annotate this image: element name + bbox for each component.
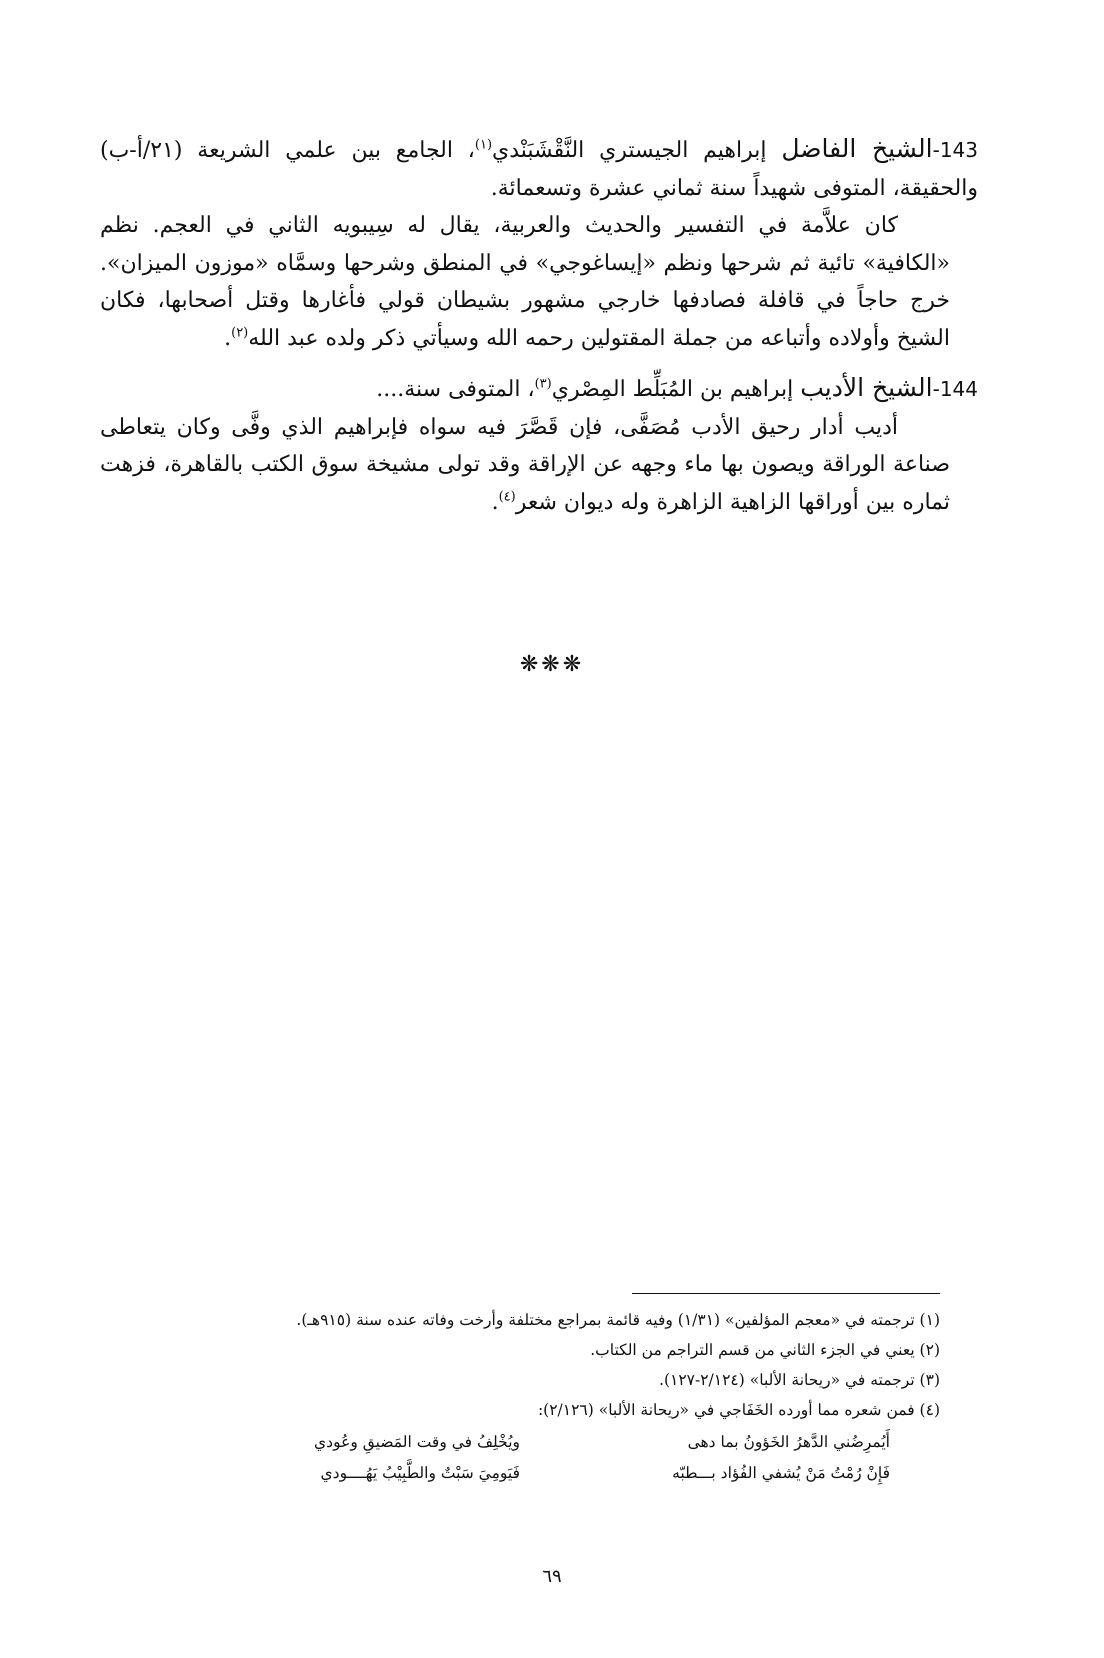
- entry-body: [100, 409, 950, 522]
- entry-paragraph: [100, 409, 950, 522]
- verse-first-hemistich: أَيُمرِضُني الدَّهرُ الخَؤونُ بما دهى: [687, 1433, 890, 1451]
- entry-143: [100, 130, 978, 357]
- paragraph-end: .: [224, 325, 232, 351]
- entry-number: 143-: [932, 138, 979, 162]
- entry-heading: [100, 369, 978, 409]
- entry-name: الشيخ الفاضل: [781, 134, 933, 163]
- footnotes: [190, 1305, 940, 1489]
- verse-second-hemistich: ويُخْلِفُ في وقت المَضيقِ وعُودي: [314, 1433, 520, 1451]
- section-separator-ornament: ❋❋❋: [519, 652, 585, 677]
- paragraph-text: كان علاَّمة في التفسير والحديث والعربية، يقال له سِيبويه الثاني في العجم. نظم «الكافية» تائية ثم شرحها ونظم «إيساغوجي» في المنطق وشرحها وسمَّاه «موزون الميزان». خرج حاجاً في قافلة فصادفها خارجي مشهور بشيطان قولي فأغارها وقتل أصحابها، فكان الشيخ وأولاده وأتباعه من جملة المقتولين رحمه الله وسيأتي ذكر ولده عبد الله: [100, 213, 950, 351]
- entry-heading-tail: ، الجامع بين علمي الشريعة (٢١/أ-ب) والحقيقة، المتوفى شهيداً سنة ثماني عشرة وتسعمائة.: [100, 138, 978, 201]
- footnote-ref: (٣): [534, 376, 552, 392]
- verse-second-hemistich: فَيَومِيَ سَبْتٌ والطَّبِيْبُ يَهُــــودي: [320, 1464, 520, 1482]
- poem-verses: [190, 1427, 940, 1489]
- verse-line: [190, 1427, 940, 1458]
- paragraph-text: أديب أدار رحيق الأدب مُصَفَّى، فإن قَصَّرَ فيه سواه فإبراهيم الذي وفَّى وكان يتعاطى صناعة الوراقة ويصون بها ماء وجهه عن الإراقة وقد تولى مشيخة سوق الكتب بالقاهرة، فزهت ثماره بين أوراقها الزاهية الزاهرة وله ديوان شعر: [100, 414, 950, 515]
- entry-heading-text: إبراهيم الجيستري النَّقْشَبَنْدي: [492, 138, 782, 163]
- footnote-ref: (٢): [231, 325, 249, 341]
- footnote-divider: [632, 1293, 940, 1294]
- entry-144: [100, 369, 978, 521]
- entry-number: 144-: [932, 377, 978, 401]
- verse-line: [190, 1458, 940, 1489]
- entry-body: [100, 207, 950, 357]
- entry-name: الشيخ الأديب: [800, 373, 933, 402]
- entry-heading-tail: ، المتوفى سنة....: [376, 377, 535, 402]
- footnote-ref: (٤): [498, 489, 516, 505]
- footnote-2: (٢) يعني في الجزء الثاني من قسم التراجم من الكتاب.: [590, 1341, 940, 1359]
- entry-heading: [100, 130, 978, 207]
- entry-paragraph: [100, 207, 950, 357]
- footnote-3: (٣) ترجمته في «ريحانة الألبا» (٢/١٢٤-١٢٧).: [659, 1371, 940, 1389]
- footnote-4: (٤) فمن شعره مما أورده الخَفَاجي في «ريحانة الألبا» (٢/١٢٦):: [537, 1401, 940, 1419]
- footnote-1: (١) ترجمته في «معجم المؤلفين» (١/٣١) وفيه قائمة بمراجع مختلفة وأرخت وفاته عنده سنة (٩١٥هـ).: [296, 1311, 940, 1329]
- verse-first-hemistich: فَإِنْ رُمْتُ مَنْ يُشفي الفُؤاد بـــطبّه: [672, 1464, 890, 1482]
- paragraph-end: .: [491, 489, 499, 515]
- page-number: ٦٩: [542, 1566, 562, 1587]
- main-text: [100, 130, 978, 533]
- entry-heading-text: إبراهيم بن المُبَلِّط المِصْري: [551, 377, 801, 402]
- footnote-ref: (١): [474, 137, 493, 153]
